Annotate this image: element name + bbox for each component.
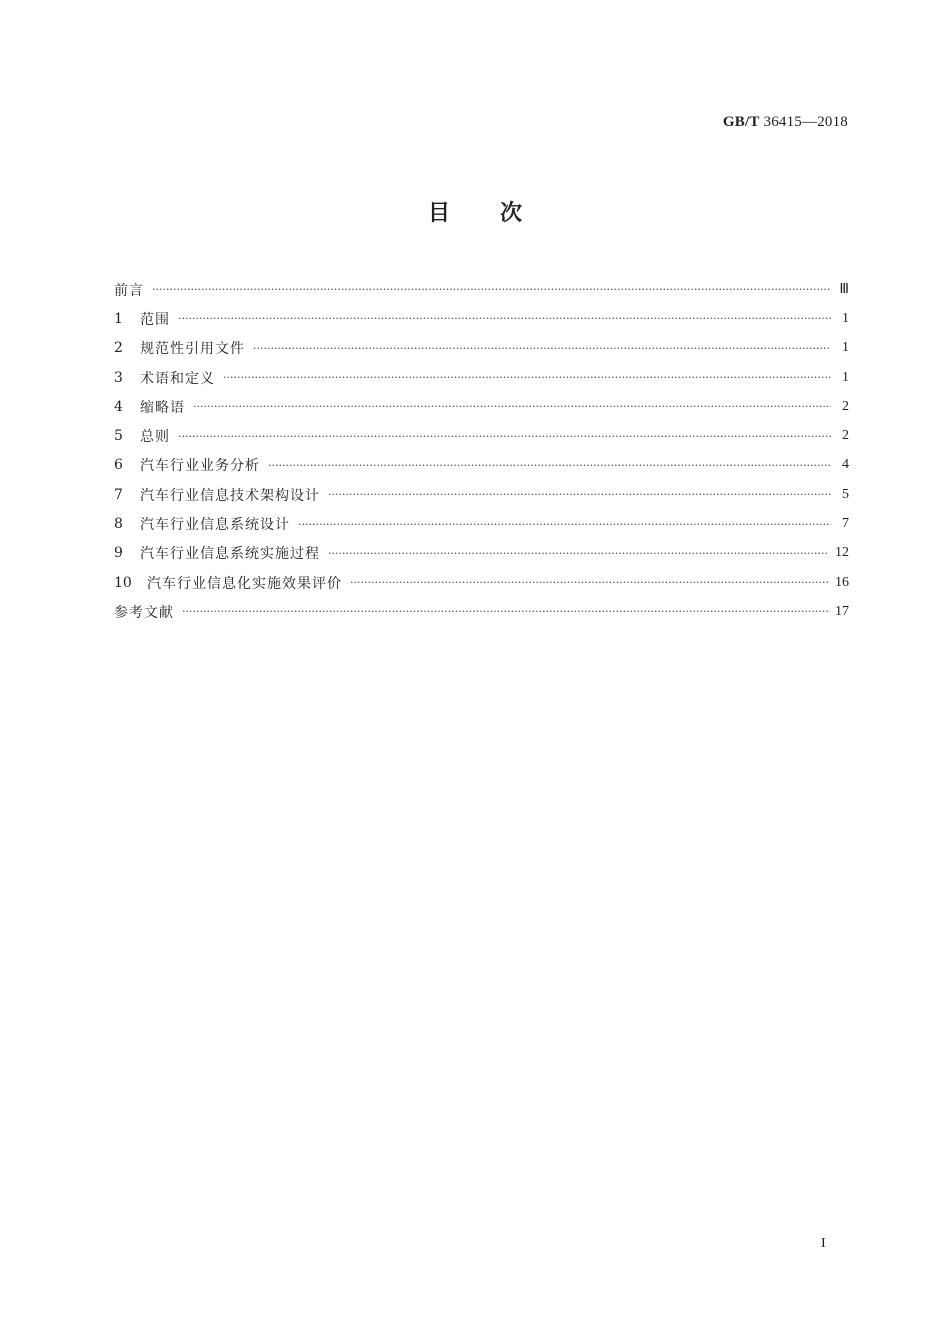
page-number: I (821, 1236, 826, 1251)
toc-entry-number: 2 (114, 340, 123, 357)
toc-entry-page: 2 (842, 398, 849, 414)
toc-entry-9[interactable] (114, 539, 849, 568)
toc-entry-page: 1 (842, 310, 849, 326)
toc-entry-title: 前言 (114, 282, 144, 299)
standard-code: GB/T (722, 114, 760, 130)
toc-entry-page: 17 (835, 603, 849, 619)
toc-entry-page: 7 (842, 516, 849, 532)
toc-leader-dots (298, 518, 831, 531)
toc-entry-number: 8 (114, 516, 123, 533)
toc-entry-page: Ⅲ (839, 282, 849, 298)
toc-entry-7[interactable] (114, 480, 849, 509)
toc-entry-title: 汽车行业信息系统设计 (140, 517, 290, 534)
toc-entry-6[interactable] (114, 451, 849, 480)
toc-entry-title: 术语和定义 (140, 370, 215, 387)
toc-entry-1[interactable] (114, 304, 849, 333)
toc-entry-4[interactable] (114, 392, 849, 421)
toc-leader-dots (152, 283, 831, 296)
standard-year-number: 36415—2018 (763, 114, 848, 130)
toc-entry-title: 参考文献 (114, 604, 174, 621)
toc-entry-page: 16 (835, 574, 849, 590)
toc-entry-title: 范围 (140, 311, 170, 328)
toc-entry-title: 总则 (140, 429, 170, 446)
toc-entry-number: 9 (114, 545, 123, 562)
toc-entry-10[interactable] (114, 568, 849, 597)
toc-leader-dots (350, 576, 829, 589)
toc-leader-dots (193, 400, 831, 413)
toc-entry-page: 1 (842, 340, 849, 356)
toc-entry-foreword[interactable] (114, 275, 849, 304)
toc-entry-title: 规范性引用文件 (140, 341, 245, 358)
toc-entry-title: 汽车行业业务分析 (140, 458, 260, 475)
toc-entry-number: 5 (114, 428, 123, 445)
toc-leader-dots (178, 430, 831, 443)
toc-leader-dots (178, 312, 831, 325)
toc-entry-title: 缩略语 (140, 399, 185, 416)
toc-entry-page: 5 (842, 486, 849, 502)
toc-entry-page: 4 (842, 457, 849, 473)
toc-leader-dots (328, 488, 831, 501)
toc-leader-dots (253, 342, 831, 355)
toc-entry-number: 10 (114, 574, 132, 591)
toc-entry-references[interactable] (114, 597, 849, 626)
toc-leader-dots (223, 371, 831, 384)
toc-entry-number: 7 (114, 486, 123, 503)
toc-entry-3[interactable] (114, 363, 849, 392)
toc-entry-number: 1 (114, 310, 123, 327)
table-of-contents (114, 275, 849, 627)
toc-entry-number: 3 (114, 369, 123, 386)
toc-leader-dots (328, 547, 829, 560)
page-title: 目次 (427, 201, 572, 226)
toc-entry-title: 汽车行业信息技术架构设计 (140, 487, 320, 504)
toc-leader-dots (182, 605, 829, 618)
toc-entry-page: 2 (842, 428, 849, 444)
toc-entry-title: 汽车行业信息系统实施过程 (140, 546, 320, 563)
toc-entry-2[interactable] (114, 334, 849, 363)
toc-entry-title: 汽车行业信息化实施效果评价 (147, 575, 342, 592)
toc-entry-5[interactable] (114, 421, 849, 450)
toc-entry-number: 6 (114, 457, 123, 474)
toc-entry-page: 1 (842, 369, 849, 385)
toc-entry-8[interactable] (114, 509, 849, 538)
toc-entry-number: 4 (114, 398, 123, 415)
standard-number (723, 114, 848, 131)
toc-entry-page: 12 (835, 545, 849, 561)
toc-leader-dots (268, 459, 831, 472)
